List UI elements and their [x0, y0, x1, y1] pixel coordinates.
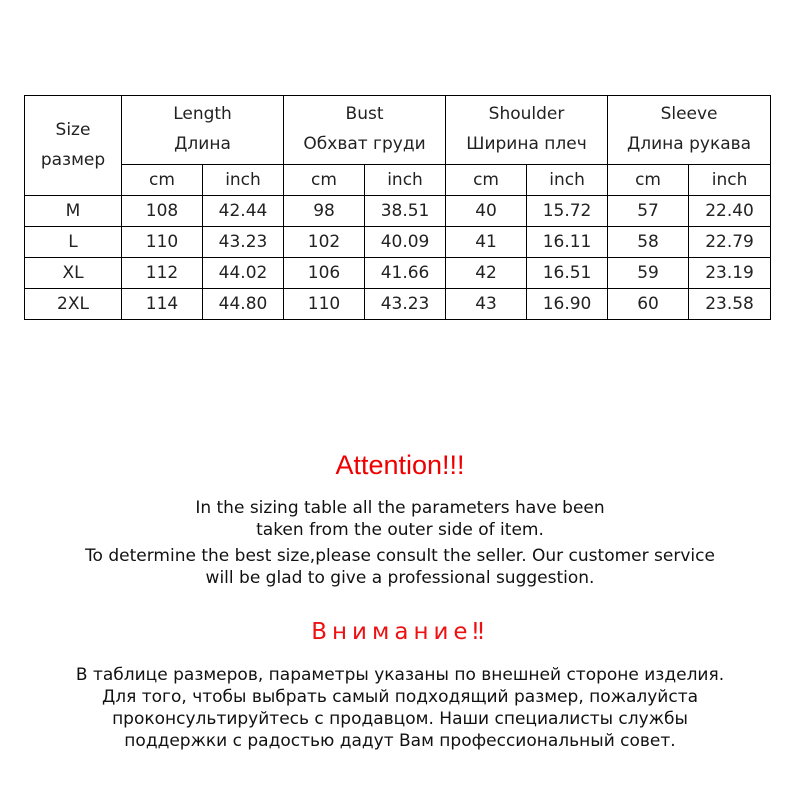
attention-en-line: will be glad to give a professional suggestion. [205, 568, 595, 588]
attention-title: Attention!!! [335, 450, 465, 480]
length-inch-cell: 44.80 [203, 289, 284, 320]
bust-inch-cell: 38.51 [365, 196, 446, 227]
table-header-row [25, 96, 771, 165]
unit-cm: cm [608, 165, 689, 196]
shoulder-inch-cell: 16.90 [527, 289, 608, 320]
bust-header-cell [284, 96, 446, 165]
unit-cm: cm [122, 165, 203, 196]
length-cm-cell: 112 [122, 258, 203, 289]
size-cell: M [25, 196, 122, 227]
table-row [25, 289, 771, 320]
size-header-en: Size [55, 119, 91, 140]
length-cm-cell: 110 [122, 227, 203, 258]
shoulder-inch-cell: 15.72 [527, 196, 608, 227]
attention-en-line: taken from the outer side of item. [256, 520, 544, 540]
size-header-cell [25, 96, 122, 196]
length-header-en: Length [173, 104, 232, 125]
unit-inch: inch [689, 165, 771, 196]
sleeve-inch-cell: 23.58 [689, 289, 771, 320]
unit-inch: inch [527, 165, 608, 196]
length-inch-cell: 44.02 [203, 258, 284, 289]
length-inch-cell: 42.44 [203, 196, 284, 227]
attention-en-paragraph-2 [0, 545, 800, 589]
shoulder-inch-cell: 16.51 [527, 258, 608, 289]
shoulder-cm-cell: 41 [446, 227, 527, 258]
attention-en-line: To determine the best size,please consult the seller. Our customer service [85, 546, 715, 566]
sleeve-cm-cell: 60 [608, 289, 689, 320]
shoulder-header-cell [446, 96, 608, 165]
unit-cm: cm [446, 165, 527, 196]
sleeve-cm-cell: 59 [608, 258, 689, 289]
length-header-cell [122, 96, 284, 165]
sleeve-inch-cell: 23.19 [689, 258, 771, 289]
sleeve-header-en: Sleeve [660, 104, 718, 125]
table-row [25, 258, 771, 289]
sleeve-inch-cell: 22.40 [689, 196, 771, 227]
unit-header-row [25, 165, 771, 196]
bust-inch-cell: 40.09 [365, 227, 446, 258]
attention-ru-line: проконсультируйтесь с продавцом. Наши специалисты службы [112, 709, 688, 729]
attention-ru-line: поддержки с радостью дадут Вам профессиональный совет. [124, 731, 676, 751]
sleeve-header-ru: Длина рукава [626, 134, 752, 154]
shoulder-cm-cell: 40 [446, 196, 527, 227]
table-row [25, 196, 771, 227]
length-inch-cell: 43.23 [203, 227, 284, 258]
bust-cm-cell: 110 [284, 289, 365, 320]
unit-inch: inch [203, 165, 284, 196]
length-header-ru: Длина [174, 134, 231, 154]
unit-cm: cm [284, 165, 365, 196]
bust-header-ru: Обхват груди [303, 134, 426, 154]
sleeve-cm-cell: 58 [608, 227, 689, 258]
bust-cm-cell: 98 [284, 196, 365, 227]
bust-header-en: Bust [345, 104, 384, 125]
shoulder-header-ru: Ширина плеч [466, 134, 587, 154]
attention-en-paragraph-1 [0, 497, 800, 541]
shoulder-inch-cell: 16.11 [527, 227, 608, 258]
sleeve-inch-cell: 22.79 [689, 227, 771, 258]
bust-inch-cell: 41.66 [365, 258, 446, 289]
shoulder-cm-cell: 42 [446, 258, 527, 289]
attention-en-line: In the sizing table all the parameters have been [195, 498, 605, 518]
size-cell: XL [25, 258, 122, 289]
attention-ru-line: В таблице размеров, параметры указаны по внешней стороне изделия. [75, 665, 725, 685]
sleeve-cm-cell: 57 [608, 196, 689, 227]
shoulder-cm-cell: 43 [446, 289, 527, 320]
sleeve-header-cell [608, 96, 771, 165]
shoulder-header-en: Shoulder [488, 104, 565, 125]
bust-cm-cell: 106 [284, 258, 365, 289]
size-header-ru: размер [40, 149, 106, 170]
length-cm-cell: 108 [122, 196, 203, 227]
size-cell: L [25, 227, 122, 258]
bust-inch-cell: 43.23 [365, 289, 446, 320]
attention-ru-line: Для того, чтобы выбрать самый подходящий размер, пожалуйста [101, 687, 699, 707]
bust-cm-cell: 102 [284, 227, 365, 258]
unit-inch: inch [365, 165, 446, 196]
attention-ru-title: Внимание‼ [311, 619, 489, 645]
size-table [24, 95, 771, 320]
table-row [25, 227, 771, 258]
size-cell: 2XL [25, 289, 122, 320]
attention-ru-paragraph [0, 664, 800, 752]
length-cm-cell: 114 [122, 289, 203, 320]
